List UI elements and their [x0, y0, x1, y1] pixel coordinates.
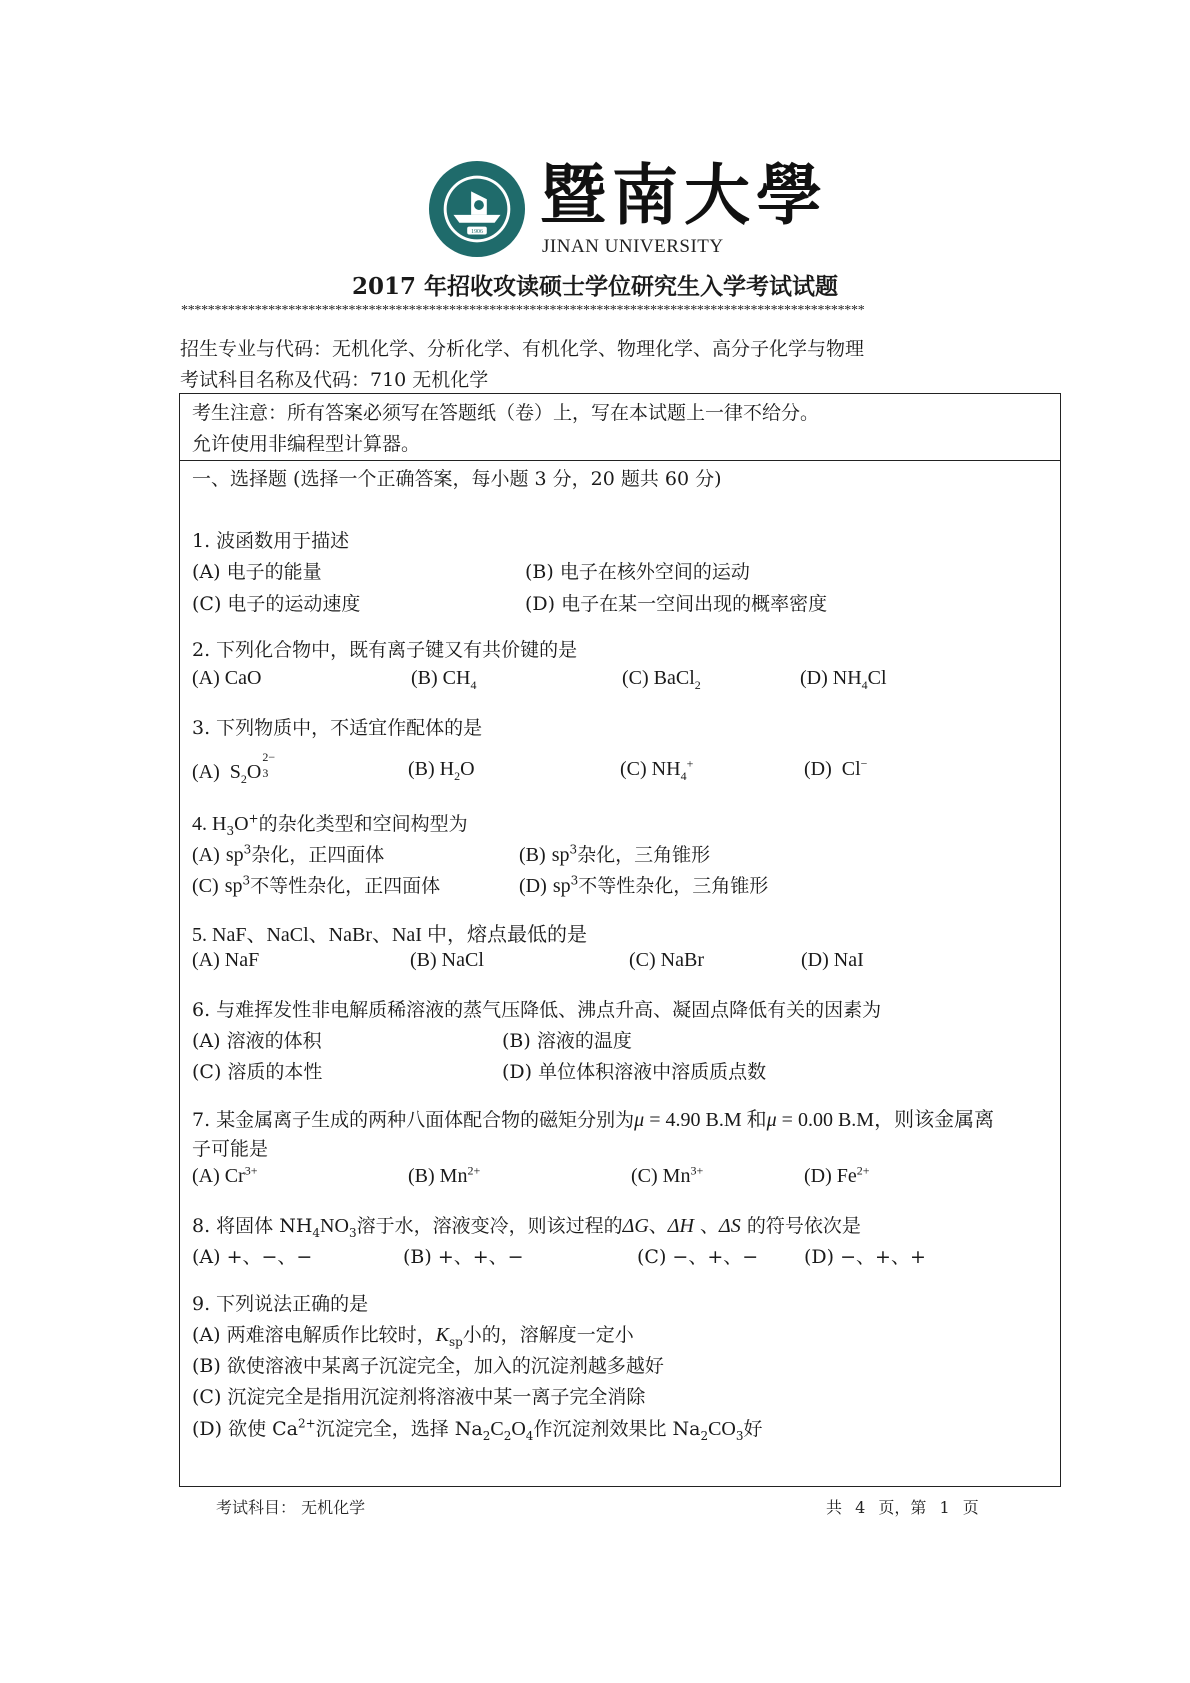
option-label: (B) — [411, 667, 438, 689]
question-6-option-a: (A) 溶液的体积 — [192, 1030, 322, 1052]
footer-subject: 考试科目： 无机化学 — [216, 1498, 366, 1517]
option-text: 作沉淀剂效果比 Na — [533, 1418, 701, 1440]
formula: S — [229, 761, 241, 783]
superscript: 3 — [569, 842, 578, 857]
stem-text: 的杂化类型和空间构型为 — [258, 813, 468, 835]
question-8-stem — [192, 1211, 861, 1238]
formula: Fe — [836, 1165, 857, 1187]
option-label: (D) — [800, 667, 828, 689]
question-2-option-b — [411, 667, 476, 690]
question-8-option-b: (B) +、+、− — [403, 1246, 524, 1268]
formula: sp — [224, 875, 243, 897]
option-text: 沉淀完全，选择 Na — [315, 1418, 483, 1440]
option-label: (D) — [804, 758, 832, 780]
subscript: 3 — [735, 1428, 744, 1443]
university-seal-icon — [428, 160, 526, 258]
option-text: 不等性杂化，正四面体 — [250, 875, 441, 897]
logo-english-name: JINAN UNIVERSITY — [542, 236, 724, 257]
subscript: 2 — [694, 678, 701, 692]
option-text: 不等性杂化，三角锥形 — [578, 875, 769, 897]
superscript: 3 — [242, 873, 251, 888]
ksp-symbol: K — [435, 1324, 449, 1346]
question-3-option-d — [804, 758, 867, 781]
superscript: 2− — [262, 750, 276, 764]
formula: C — [490, 1418, 504, 1440]
superscript: 2+ — [856, 1163, 870, 1178]
question-2-option-c — [622, 667, 701, 690]
sup-sub-stack — [261, 750, 276, 780]
question-4-option-b — [519, 840, 710, 867]
star-divider: ****************************************************************************************************** — [181, 303, 865, 318]
question-6-option-c: (C) 溶质的本性 — [192, 1061, 323, 1083]
question-8-option-c: (C) −、+、− — [637, 1246, 759, 1268]
superscript: 3 — [243, 842, 252, 857]
subscript: sp — [448, 1334, 463, 1349]
question-9-option-b: (B) 欲使溶液中某离子沉淀完全，加入的沉淀剂越多越好 — [192, 1355, 664, 1377]
option-label: (C) — [620, 758, 647, 780]
subscript: 2 — [240, 772, 247, 786]
question-7-option-b — [408, 1165, 480, 1188]
option-label: (A) — [192, 667, 220, 689]
notice-section — [180, 394, 1060, 461]
question-6-option-d: (D) 单位体积溶液中溶质质点数 — [502, 1061, 767, 1083]
option-label: (B) — [408, 1165, 435, 1187]
question-4-option-d — [519, 871, 768, 898]
formula: sp — [225, 844, 244, 866]
question-1-stem: 1. 波函数用于描述 — [192, 530, 350, 552]
stem-text: 7. 某金属离子生成的两种八面体配合物的磁矩分别为 — [192, 1109, 635, 1131]
subscript: 3 — [348, 1225, 357, 1240]
formula: NO — [320, 1215, 349, 1237]
question-1-option-d: (D) 电子在某一空间出现的概率密度 — [525, 593, 828, 615]
subscript: 2 — [454, 769, 461, 783]
subscript: 4 — [680, 769, 687, 783]
question-5-option-d: (D) NaI — [801, 949, 864, 971]
formula: sp — [551, 844, 570, 866]
formula: NH — [651, 758, 681, 780]
separator: 、 — [648, 1215, 668, 1237]
formula: Cl — [841, 758, 861, 780]
question-6-option-b: (B) 溶液的温度 — [502, 1030, 632, 1052]
superscript: 3 — [570, 873, 579, 888]
subscript: 4 — [525, 1428, 534, 1443]
question-3-option-b — [408, 758, 475, 781]
option-label: (B) — [408, 758, 435, 780]
superscript: − — [860, 756, 868, 771]
question-1-option-b: (B) 电子在核外空间的运动 — [525, 561, 750, 583]
question-9-option-a — [192, 1320, 634, 1347]
question-3-option-a — [192, 750, 276, 786]
university-logo — [428, 156, 828, 260]
stem-text: O — [234, 813, 249, 835]
option-label: (A) — [192, 761, 220, 783]
exam-box — [179, 393, 1061, 1487]
option-text: 好 — [743, 1418, 763, 1440]
question-8-option-d: (D) −、+、+ — [804, 1246, 926, 1268]
formula: O — [511, 1418, 526, 1440]
formula: sp — [552, 875, 571, 897]
option-text: (D) 欲使 Ca — [192, 1418, 299, 1440]
formula: NH — [832, 667, 862, 689]
superscript: 3+ — [690, 1163, 704, 1178]
formula: Mn — [439, 1165, 468, 1187]
stem-text: 的符号依次是 — [746, 1215, 861, 1237]
question-7-stem — [192, 1103, 994, 1132]
subscript: 2 — [482, 1428, 491, 1443]
subscript: 3 — [262, 766, 269, 780]
formula: CaO — [224, 667, 262, 689]
question-2-option-a — [192, 667, 261, 690]
delta-g: ΔG — [622, 1215, 649, 1237]
question-5-stem: 5. NaF、NaCl、NaBr、NaI 中，熔点最低的是 — [192, 924, 587, 946]
question-6-stem: 6. 与难挥发性非电解质稀溶液的蒸气压降低、沸点升高、凝固点降低有关的因素为 — [192, 999, 882, 1021]
question-1-option-c: (C) 电子的运动速度 — [192, 593, 361, 615]
question-3-option-c — [620, 758, 693, 781]
superscript: 2+ — [467, 1163, 481, 1178]
superscript: + — [248, 811, 259, 826]
question-2-stem: 2. 下列化合物中，既有离子键又有共价键的是 — [192, 639, 578, 661]
footer-page-number: 共 4 页，第 1 页 — [826, 1498, 979, 1517]
question-4-stem — [192, 809, 468, 836]
subscript: 4 — [861, 678, 868, 692]
question-5-option-a: (A) NaF — [192, 949, 260, 971]
question-9-option-d — [192, 1414, 763, 1441]
question-7-option-c — [631, 1165, 703, 1188]
notice-line-2: 允许使用非编程型计算器。 — [192, 433, 421, 455]
question-9-stem: 9. 下列说法正确的是 — [192, 1293, 369, 1315]
question-3-stem: 3. 下列物质中，不适宜作配体的是 — [192, 717, 483, 739]
option-text: 小的，溶解度一定小 — [462, 1324, 634, 1346]
option-text: 杂化，三角锥形 — [577, 844, 711, 866]
formula: Mn — [662, 1165, 691, 1187]
exam-title: 2017 年招收攻读硕士学位研究生入学考试试题 — [351, 273, 839, 300]
formula: CH — [442, 667, 471, 689]
option-label: (B) — [519, 844, 546, 866]
question-1-option-a: (A) 电子的能量 — [192, 561, 322, 583]
major-line: 招生专业与代码：无机化学、分析化学、有机化学、物理化学、高分子化学与物理 — [180, 338, 865, 360]
question-5-option-b: (B) NaCl — [410, 949, 484, 971]
section-heading: 一、选择题 (选择一个正确答案，每小题 3 分，20 题共 60 分) — [192, 468, 722, 490]
mu-symbol: μ — [766, 1109, 777, 1131]
stem-text: 8. 将固体 NH — [192, 1215, 313, 1237]
delta-s: ΔS — [719, 1215, 741, 1237]
superscript: + — [686, 756, 694, 771]
question-8-option-a: (A) +、−、− — [192, 1246, 313, 1268]
stem-text: 4. H — [192, 813, 227, 835]
question-9-option-c: (C) 沉淀完全是指用沉淀剂将溶液中某一离子完全消除 — [192, 1386, 646, 1408]
formula: O — [460, 758, 475, 780]
option-label: (C) — [622, 667, 649, 689]
option-label: (A) — [192, 1165, 220, 1187]
formula: Cl — [867, 667, 887, 689]
magnetic-moment-1: = 4.90 B.M 和 — [644, 1109, 767, 1131]
delta-h: ΔH — [667, 1215, 694, 1237]
formula: H — [439, 758, 455, 780]
question-7-stem-cont: 子可能是 — [192, 1138, 269, 1160]
option-text: 杂化，正四面体 — [251, 844, 385, 866]
magnetic-moment-2: = 0.00 B.M，则该金属离 — [776, 1109, 995, 1131]
formula: BaCl — [653, 667, 695, 689]
formula: CO — [708, 1418, 736, 1440]
question-7-option-d — [804, 1165, 870, 1188]
question-4-option-a — [192, 840, 384, 867]
superscript: 2+ — [298, 1416, 316, 1431]
option-label: (D) — [519, 875, 547, 897]
option-text: (A) 两难溶电解质作比较时， — [192, 1324, 436, 1346]
formula: Cr — [224, 1165, 245, 1187]
subscript: 3 — [226, 823, 235, 838]
subscript: 2 — [503, 1428, 512, 1443]
option-label: (C) — [631, 1165, 658, 1187]
subject-line: 考试科目名称及代码：710 无机化学 — [180, 369, 489, 391]
subscript: 4 — [470, 678, 477, 692]
superscript: 3+ — [244, 1163, 258, 1178]
option-label: (D) — [804, 1165, 832, 1187]
question-4-option-c — [192, 871, 440, 898]
question-7-option-a — [192, 1165, 258, 1188]
subscript: 4 — [312, 1225, 321, 1240]
notice-line-1: 考生注意：所有答案必须写在答题纸（卷）上，写在本试题上一律不给分。 — [192, 402, 820, 424]
seal-year: 1906 — [471, 229, 483, 236]
option-label: (C) — [192, 875, 219, 897]
separator: 、 — [700, 1215, 720, 1237]
subscript: 2 — [700, 1428, 709, 1443]
mu-symbol: μ — [634, 1109, 645, 1131]
logo-chinese-name: 暨南大學 — [540, 156, 828, 234]
option-label: (A) — [192, 844, 220, 866]
question-2-option-d — [800, 667, 887, 690]
question-5-option-c: (C) NaBr — [629, 949, 704, 971]
formula: O — [246, 761, 262, 783]
stem-text: 溶于水，溶液变冷，则该过程的 — [356, 1215, 623, 1237]
